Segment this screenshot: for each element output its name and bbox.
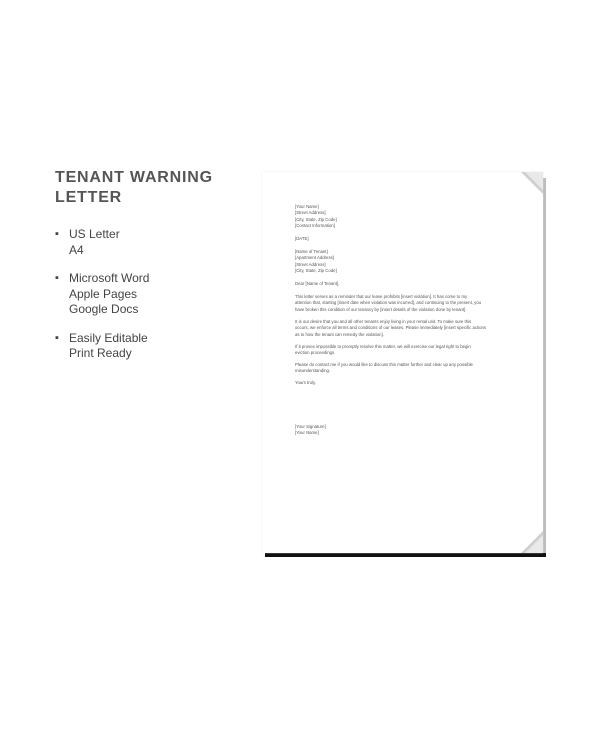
- feature-text: A4: [69, 242, 84, 257]
- paragraph-line: Please do contact me if you would like to discuss this matter further and clear up any possible: [295, 361, 473, 367]
- feature-item-editing: [55, 331, 245, 362]
- body-paragraph: [295, 294, 520, 313]
- sender-line: [Street Address]: [295, 210, 326, 216]
- body-paragraph: [295, 344, 520, 357]
- sender-line: [Contact Information]: [295, 223, 335, 229]
- feature-item-apps: [55, 271, 245, 318]
- closing: [295, 380, 520, 386]
- feature-item-formats: [55, 227, 245, 258]
- feature-text: Print Ready: [69, 346, 132, 360]
- paragraph-line: have broken this condition of our tenancy by [insert details of the violation done by tenant].: [295, 306, 467, 312]
- paragraph-line: attention that, starting [insert date when violation was incurred], and continuing to the present, you: [295, 300, 482, 306]
- page-title: [55, 168, 245, 208]
- paragraph-line: as to how the tenant can remedy the violation].: [295, 331, 384, 337]
- letter-page: [262, 172, 543, 553]
- letter-date: [DATE]: [295, 236, 309, 242]
- recipient-block: [295, 249, 520, 275]
- closing-text: Yours truly,: [295, 380, 317, 386]
- bullet-icon: ▪: [55, 331, 59, 344]
- paper-shadow-bottom: [265, 553, 546, 557]
- salutation: [295, 281, 520, 287]
- signature-line: [Your Name]: [295, 429, 319, 435]
- bullet-icon: ▪: [55, 228, 59, 240]
- paragraph-line: It is our desire that you and all other tenants enjoy living in your rental unit. To make sure this: [295, 318, 472, 324]
- recipient-line: [City, State, Zip Code]: [295, 268, 337, 274]
- feature-text: Google Docs: [69, 302, 139, 316]
- feature-text: Apple Pages: [69, 286, 138, 301]
- paragraph-line: This letter serves as a reminder that our lease prohibits [insert violation]. It has come to my: [295, 294, 468, 300]
- letter-preview: [262, 172, 546, 558]
- body-paragraph: [295, 362, 520, 375]
- signature-block: [295, 424, 520, 437]
- paragraph-line: occurs, we enforce all terms and conditions of our leases. Please immediately [insert specific actions: [295, 325, 487, 331]
- paragraph-line: misunderstanding.: [295, 368, 331, 374]
- sender-line: [City, State, Zip Code]: [295, 216, 337, 222]
- salutation-text: Dear [Name of Tenant],: [295, 281, 340, 287]
- sender-line: [Your Name]: [295, 204, 319, 209]
- title-line-1: TENANT WARNING: [55, 169, 213, 186]
- paragraph-line: eviction proceedings.: [295, 349, 336, 355]
- page-corner-top-right-inner: [525, 172, 543, 190]
- title-line-2: LETTER: [55, 189, 123, 206]
- body-paragraph: [295, 319, 520, 338]
- feature-list: [55, 227, 245, 375]
- feature-text: Microsoft Word: [69, 271, 150, 285]
- paragraph-line: If it proves impossible to promptly resolve this matter, we will exercise our legal right to begin: [295, 343, 471, 349]
- sender-block: [295, 204, 520, 230]
- recipient-line: [Street Address]: [295, 261, 326, 267]
- page-corner-bottom-right-inner: [525, 535, 543, 553]
- bullet-icon: ▪: [55, 272, 59, 284]
- feature-text: Easily Editable: [69, 330, 148, 345]
- recipient-line: [Name of Tenant]: [295, 249, 328, 255]
- paper-shadow-right: [543, 178, 546, 554]
- letter-body: [295, 204, 520, 443]
- recipient-line: [Apartment Address]: [295, 255, 334, 261]
- feature-text: US Letter: [69, 227, 120, 241]
- signature-line: [Your Signature]: [295, 423, 326, 429]
- date-block: [295, 236, 520, 242]
